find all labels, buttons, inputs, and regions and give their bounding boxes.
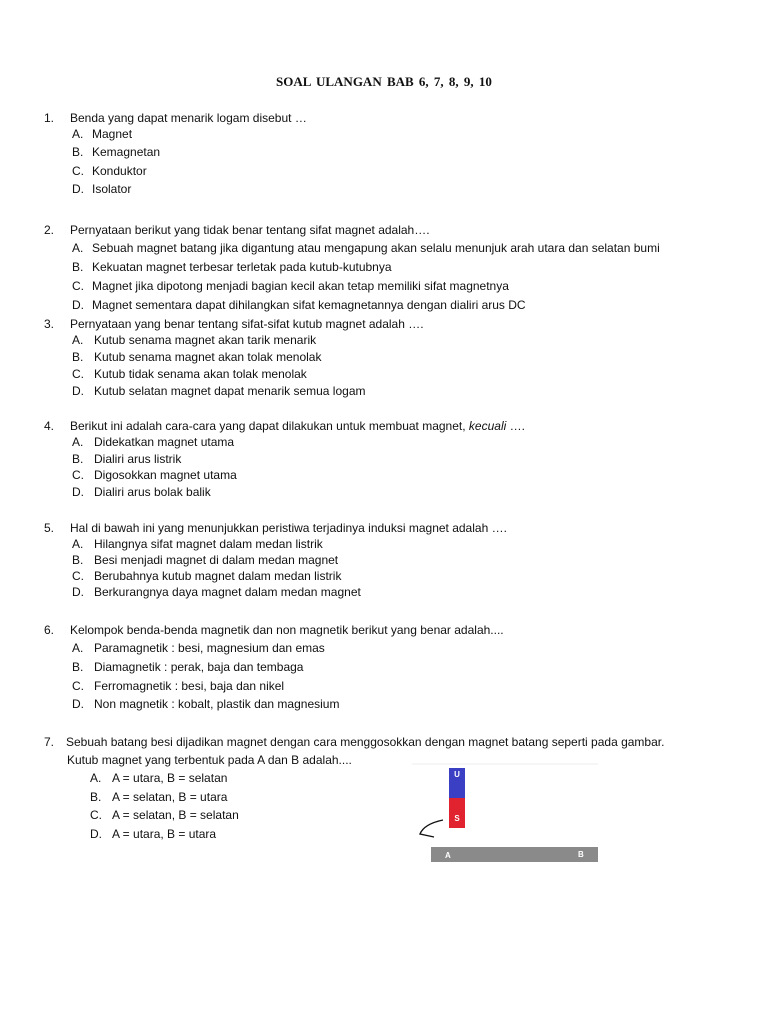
option-letter: D. (72, 298, 84, 312)
question-5 (44, 520, 744, 601)
option-c (44, 808, 744, 827)
iron-bar (431, 847, 598, 862)
magnet-south-pole (449, 798, 465, 828)
option-letter: B. (90, 790, 102, 804)
option-b (44, 350, 744, 367)
option-text: Sebuah magnet batang jika digantung atau mengapung akan selalu menunjuk arah utara dan selatan bumi (92, 241, 660, 255)
option-text: Kekuatan magnet terbesar terletak pada kutub-kutubnya (92, 260, 392, 274)
question-text: Hal di bawah ini yang menunjukkan peristiwa terjadinya induksi magnet adalah …. (70, 521, 507, 535)
option-text: Dialiri arus bolak balik (94, 485, 211, 499)
option-letter: C. (72, 164, 84, 178)
option-list (44, 127, 744, 200)
option-d (44, 182, 744, 200)
option-text: A = selatan, B = selatan (112, 808, 239, 822)
question-text: Pernyataan berikut yang tidak benar tentang sifat magnet adalah…. (70, 223, 430, 237)
option-text: Magnet (92, 127, 133, 141)
question-text: Pernyataan yang benar tentang sifat-sifat kutub magnet adalah …. (70, 317, 424, 331)
north-label: U (454, 770, 460, 779)
option-text: Non magnetik : kobalt, plastik dan magnesium (94, 697, 340, 711)
bar-label-a: A (445, 851, 451, 860)
question-text: Benda yang dapat menarik logam disebut … (70, 111, 307, 125)
option-text: Magnet sementara dapat dihilangkan sifat kemagnetannya dengan dialiri arus DC (92, 298, 526, 312)
option-list (44, 641, 744, 715)
option-letter: B. (72, 553, 84, 567)
question-text-end: …. (506, 419, 525, 433)
option-text: Hilangnya sifat magnet dalam medan listrik (94, 537, 323, 551)
question-text-main: Berikut ini adalah cara-cara yang dapat dilakukan untuk membuat magnet, (70, 419, 466, 433)
magnet-figure (412, 760, 602, 866)
option-letter: C. (72, 468, 84, 482)
bar-label-b: B (578, 850, 584, 859)
option-c (44, 279, 744, 298)
option-letter: B. (72, 350, 84, 364)
option-list (44, 333, 744, 401)
option-text: Berubahnya kutub magnet dalam medan listrik (94, 569, 342, 583)
option-letter: B. (72, 145, 84, 159)
option-b (44, 145, 744, 164)
question-number: 6. (44, 623, 55, 637)
option-letter: D. (72, 182, 84, 196)
option-text: Kutub tidak senama akan tolak menolak (94, 367, 307, 381)
question-text-line2: Kutub magnet yang terbentuk pada A dan B adalah.... (67, 753, 352, 767)
option-letter: C. (72, 679, 84, 693)
option-letter: D. (72, 585, 84, 599)
option-a (44, 333, 744, 350)
option-b (44, 452, 744, 468)
option-letter: D. (72, 697, 84, 711)
option-c (44, 367, 744, 384)
option-letter: B. (72, 452, 84, 466)
question-text (70, 418, 525, 435)
option-c (44, 164, 744, 182)
question-text-emphasis: kecuali (468, 419, 507, 433)
option-a (44, 771, 744, 790)
question-3 (44, 316, 744, 401)
option-list (44, 241, 744, 316)
question-number: 3. (44, 317, 55, 331)
question-text: Kelompok benda-benda magnetik dan non magnetik berikut yang benar adalah.... (70, 623, 504, 637)
option-letter: A. (72, 435, 84, 449)
question-number: 4. (44, 419, 55, 433)
question-number: 7. (44, 735, 55, 749)
option-a (44, 435, 744, 452)
option-letter: A. (72, 537, 84, 551)
page-title: SOAL ULANGAN BAB 6, 7, 8, 9, 10 (276, 74, 492, 89)
option-a (44, 127, 744, 145)
option-text: Magnet jika dipotong menjadi bagian kecil akan tetap memiliki sifat magnetnya (92, 279, 509, 293)
option-text: Besi menjadi magnet di dalam medan magnet (94, 553, 339, 567)
option-d (44, 485, 744, 501)
option-letter: A. (90, 771, 102, 785)
option-d (44, 384, 744, 401)
magnet-diagram (412, 760, 602, 866)
question-number: 5. (44, 521, 55, 535)
option-list (44, 537, 744, 601)
option-c (44, 569, 744, 585)
option-text: Kutub senama magnet akan tarik menarik (94, 333, 317, 347)
option-text: Kutub selatan magnet dapat menarik semua logam (94, 384, 366, 398)
question-7 (44, 734, 744, 845)
option-text: Digosokkan magnet utama (94, 468, 237, 482)
option-letter: C. (72, 367, 84, 381)
option-letter: B. (72, 260, 84, 274)
option-letter: A. (72, 333, 84, 347)
question-number: 1. (44, 111, 55, 125)
option-text: Didekatkan magnet utama (94, 435, 235, 449)
question-4 (44, 418, 744, 501)
question-1 (44, 110, 744, 200)
option-letter: D. (90, 827, 102, 841)
option-d (44, 827, 744, 845)
option-text: A = utara, B = utara (112, 827, 217, 841)
option-text: Konduktor (92, 164, 147, 178)
option-letter: C. (90, 808, 102, 822)
curved-arrow-icon (420, 820, 443, 837)
option-letter: D. (72, 384, 84, 398)
question-text: Sebuah batang besi dijadikan magnet dengan cara menggosokkan dengan magnet batang seperti pada gambar. (66, 735, 665, 749)
option-letter: A. (72, 241, 84, 255)
option-text: Isolator (92, 182, 132, 196)
option-d (44, 585, 744, 601)
option-b (44, 790, 744, 808)
option-text: Diamagnetik : perak, baja dan tembaga (94, 660, 304, 674)
option-letter: A. (72, 641, 84, 655)
option-letter: C. (72, 279, 84, 293)
option-a (44, 537, 744, 553)
option-c (44, 468, 744, 485)
option-b (44, 553, 744, 569)
option-list (44, 771, 744, 845)
option-text: Berkurangnya daya magnet dalam medan magnet (94, 585, 361, 599)
option-text: Paramagnetik : besi, magnesium dan emas (94, 641, 325, 655)
question-2 (44, 222, 744, 316)
option-a (44, 641, 744, 660)
option-d (44, 298, 744, 316)
option-text: Kemagnetan (92, 145, 161, 159)
option-list (44, 435, 744, 501)
south-label: S (454, 814, 460, 823)
option-letter: C. (72, 569, 84, 583)
option-b (44, 260, 744, 279)
option-a (44, 241, 744, 260)
option-letter: B. (72, 660, 84, 674)
option-b (44, 660, 744, 679)
question-6 (44, 622, 744, 715)
option-letter: A. (72, 127, 84, 141)
option-text: Kutub senama magnet akan tolak menolak (94, 350, 322, 364)
option-text: A = utara, B = selatan (112, 771, 228, 785)
option-d (44, 697, 744, 715)
option-text: Ferromagnetik : besi, baja dan nikel (94, 679, 285, 693)
option-letter: D. (72, 485, 84, 499)
option-c (44, 679, 744, 697)
question-number: 2. (44, 223, 55, 237)
option-text: Dialiri arus listrik (94, 452, 182, 466)
option-text: A = selatan, B = utara (112, 790, 228, 804)
